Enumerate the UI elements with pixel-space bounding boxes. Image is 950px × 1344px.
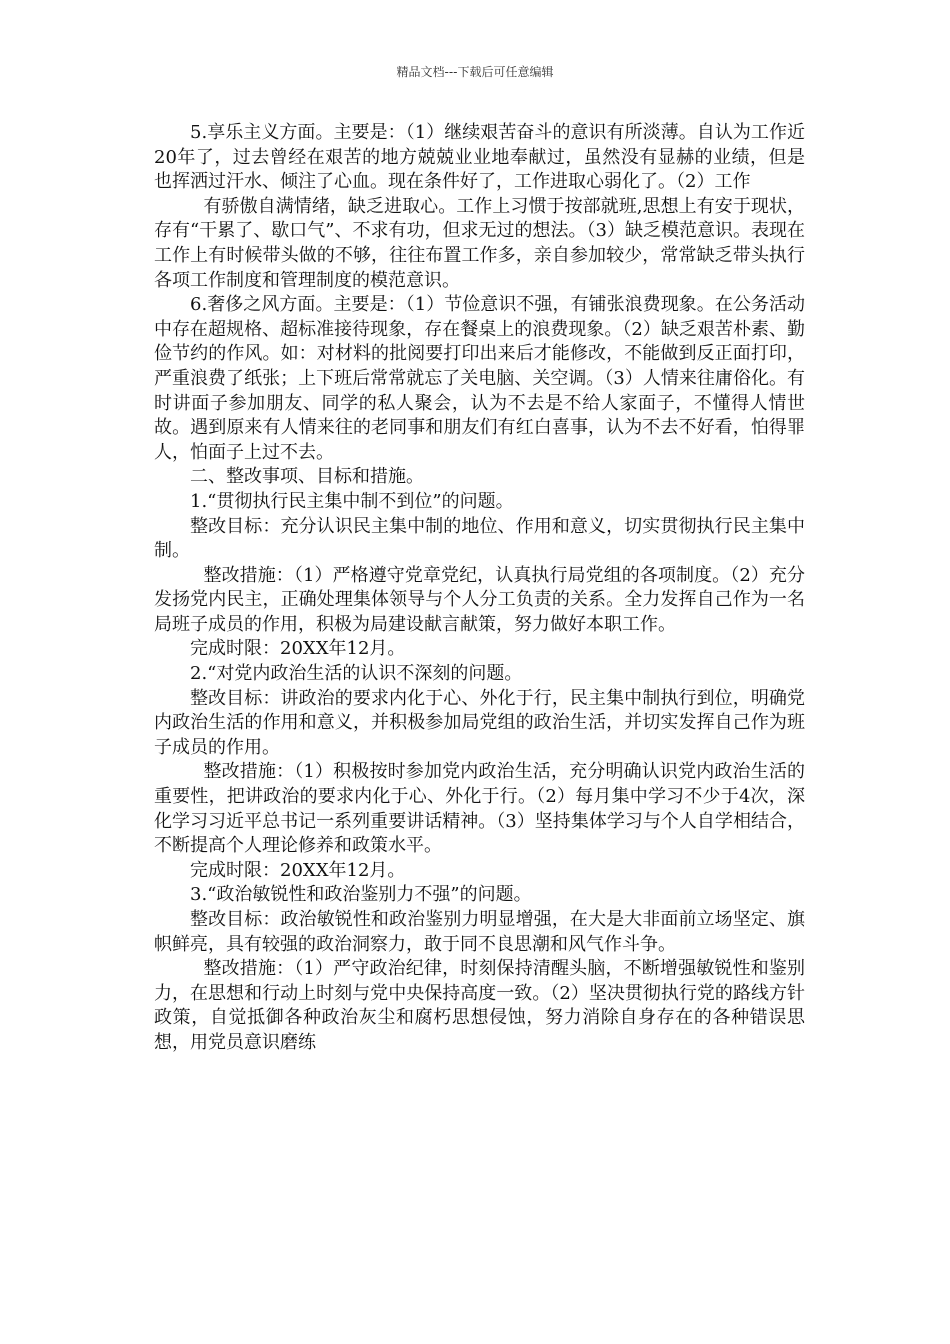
issue-3-measures: 整改措施：（1）严守政治纪律，时刻保持清醒头脑，不断增强敏锐性和鉴别力，在思想和行动上时刻与党中央保持高度一致。（2）坚决贯彻执行党的路线方针政策，自觉抵御各种政治灰尘和腐朽思想侵蚀，努力消除自身存在的各种错误思想，用党员意识磨练 [154,958,805,1053]
issue-1-goal: 整改目标：充分认识民主集中制的地位、作用和意义，切实贯彻执行民主集中制。 [154,515,805,562]
paragraph-hedonism: 5.享乐主义方面。主要是：（1）继续艰苦奋斗的意识有所淡薄。自认为工作近20年了，过去曾经在艰苦的地方兢兢业业地奉献过，虽然没有显赫的业绩，但是也挥洒过汗水、倾注了心血。现在条件好了，工作进取心弱化了。（2）工作 [154,122,805,193]
issue-1-measures: 整改措施：（1）严格遵守党章党纪，认真执行局党组的各项制度。（2）充分发扬党内民主，正确处理集体领导与个人分工负责的关系。全力发挥自己作为一名局班子成员的作用，积极为局建设献言献策，努力做好本职工作。 [154,564,805,635]
issue-2-goal: 整改目标：讲政治的要求内化于心、外化于行，民主集中制执行到位，明确党内政治生活的作用和意义，并积极参加局党组的政治生活，并切实发挥自己作为班子成员的作用。 [154,687,805,758]
paragraph-hedonism-continued: 有骄傲自满情绪，缺乏进取心。工作上习惯于按部就班,思想上有安于现状，存有“干累了、歇口气”、不求有功，但求无过的想法。（3）缺乏模范意识。表现在工作上有时候带头做的不够，往往布置工作多，亲自参加较少，常常缺乏带头执行各项工作制度和管理制度的模范意识。 [154,195,805,291]
section-heading-rectification: 二、整改事项、目标和措施。 [190,466,424,488]
issue-2-measures: 整改措施：（1）积极按时参加党内政治生活，充分明确认识党内政治生活的重要性，把讲政治的要求内化于心、外化于行。（2）每月集中学习不少于4次，深化学习习近平总书记一系列重要讲话精神。（3）坚持集体学习与个人自学相结合，不断提高个人理论修养和政策水平。 [154,761,805,857]
issue-2-title: 2.“对党内政治生活的认识不深刻的问题。 [190,663,523,685]
issue-3-goal: 整改目标：政治敏锐性和政治鉴别力明显增强，在大是大非面前立场坚定、旗帜鲜亮，具有较强的政治洞察力，敢于同不良思潮和风气作斗争。 [154,909,805,955]
page-header: 精品文档---下载后可任意编辑 [396,65,554,79]
issue-2-deadline: 完成时限：20XX年12月。 [190,859,406,881]
paragraph-extravagance: 6.奢侈之风方面。主要是：（1）节俭意识不强，有铺张浪费现象。在公务活动中存在超规格、超标准接待现象，存在餐桌上的浪费现象。（2）缺乏艰苦朴素、勤俭节约的作风。如：对材料的批阅要打印出来后才能修改，不能做到反正面打印，严重浪费了纸张；上下班后常常就忘了关电脑、关空调。（3）人情来往庸俗化。有时讲面子参加朋友、同学的私人聚会，认为不去是不给人家面子，不懂得人情世故。遇到原来有人情来往的老同事和朋友们有红白喜事，认为不去不好看，怕得罪人，怕面子上过不去。 [154,294,805,463]
document-body [154,121,805,1056]
issue-1-title: 1.“贯彻执行民主集中制不到位”的问题。 [190,490,514,512]
issue-3-title: 3.“政治敏锐性和政治鉴别力不强”的问题。 [190,884,532,906]
issue-1-deadline: 完成时限：20XX年12月。 [190,638,406,660]
